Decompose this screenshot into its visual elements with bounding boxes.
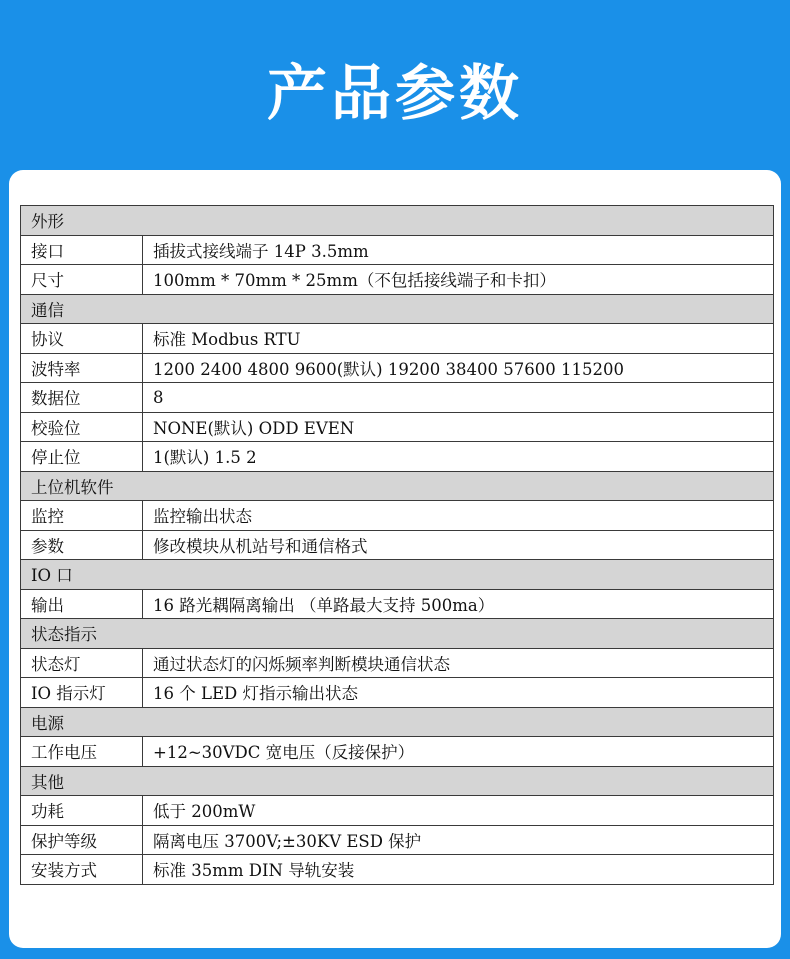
section-title: 上位机软件 (21, 471, 774, 501)
table-row (21, 678, 774, 708)
row-label: 保护等级 (21, 825, 143, 855)
row-value: 通过状态灯的闪烁频率判断模块通信状态 (143, 648, 774, 678)
row-label: 波特率 (21, 353, 143, 383)
row-label: 状态灯 (21, 648, 143, 678)
table-row (21, 412, 774, 442)
section-title: 状态指示 (21, 619, 774, 649)
row-value: 16 个 LED 灯指示输出状态 (143, 678, 774, 708)
row-value: 8 (143, 383, 774, 413)
table-row (21, 383, 774, 413)
row-value: 1(默认) 1.5 2 (143, 442, 774, 472)
table-row (21, 265, 774, 295)
table-row (21, 442, 774, 472)
row-value: 100mm * 70mm * 25mm（不包括接线端子和卡扣） (143, 265, 774, 295)
section-row-appearance (21, 206, 774, 236)
row-value: 修改模块从机站号和通信格式 (143, 530, 774, 560)
section-row-host-software (21, 471, 774, 501)
row-value: 1200 2400 4800 9600(默认) 19200 38400 57600 115200 (143, 353, 774, 383)
row-label: IO 指示灯 (21, 678, 143, 708)
section-title: IO 口 (21, 560, 774, 590)
row-label: 停止位 (21, 442, 143, 472)
table-row (21, 737, 774, 767)
row-value: NONE(默认) ODD EVEN (143, 412, 774, 442)
row-value: 低于 200mW (143, 796, 774, 826)
row-value: 16 路光耦隔离输出 （单路最大支持 500ma） (143, 589, 774, 619)
row-label: 参数 (21, 530, 143, 560)
row-label: 尺寸 (21, 265, 143, 295)
row-value: +12~30VDC 宽电压（反接保护） (143, 737, 774, 767)
section-row-io (21, 560, 774, 590)
table-row (21, 648, 774, 678)
table-row (21, 353, 774, 383)
section-title: 通信 (21, 294, 774, 324)
page-title: 产品参数 (267, 59, 523, 129)
row-value: 监控输出状态 (143, 501, 774, 531)
table-row (21, 825, 774, 855)
row-value: 隔离电压 3700V;±30KV ESD 保护 (143, 825, 774, 855)
row-value: 插拔式接线端子 14P 3.5mm (143, 235, 774, 265)
table-row (21, 501, 774, 531)
table-row (21, 324, 774, 354)
table-row (21, 855, 774, 885)
table-row (21, 589, 774, 619)
section-row-other (21, 766, 774, 796)
section-row-communication (21, 294, 774, 324)
section-row-power (21, 707, 774, 737)
table-row (21, 530, 774, 560)
row-label: 安装方式 (21, 855, 143, 885)
row-label: 协议 (21, 324, 143, 354)
row-label: 数据位 (21, 383, 143, 413)
row-value: 标准 Modbus RTU (143, 324, 774, 354)
table-row (21, 235, 774, 265)
table-row (21, 796, 774, 826)
section-title: 外形 (21, 206, 774, 236)
row-label: 输出 (21, 589, 143, 619)
row-label: 功耗 (21, 796, 143, 826)
row-label: 校验位 (21, 412, 143, 442)
row-label: 工作电压 (21, 737, 143, 767)
row-value: 标准 35mm DIN 导轨安装 (143, 855, 774, 885)
row-label: 监控 (21, 501, 143, 531)
spec-card (9, 170, 781, 948)
row-label: 接口 (21, 235, 143, 265)
section-title: 电源 (21, 707, 774, 737)
section-row-status (21, 619, 774, 649)
section-title: 其他 (21, 766, 774, 796)
spec-table (20, 205, 774, 885)
